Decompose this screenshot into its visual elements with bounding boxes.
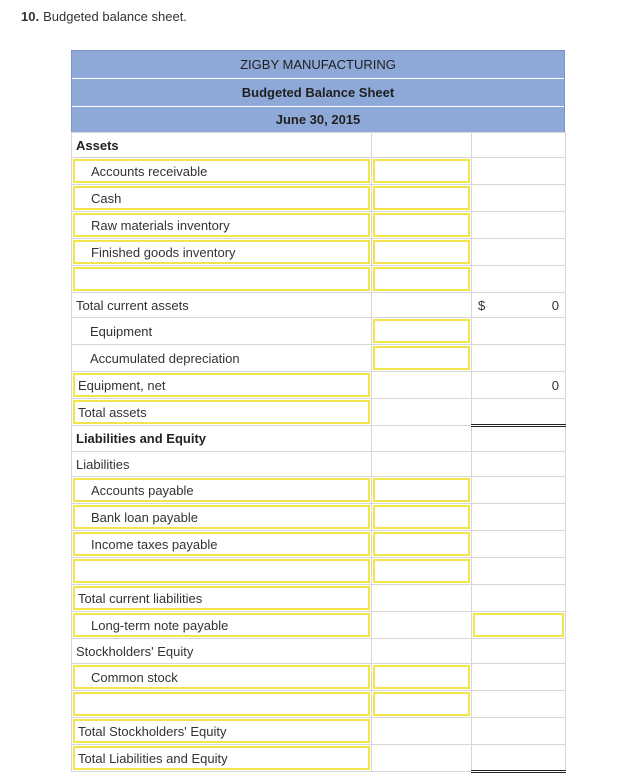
finished-goods-amount-field[interactable]	[373, 240, 470, 264]
dollar-sign: $	[478, 297, 486, 313]
question-text: Budgeted balance sheet.	[43, 9, 187, 24]
total-current-assets-value: $ 0	[472, 293, 566, 318]
table-row	[72, 345, 566, 372]
sheet-date: June 30, 2015	[275, 112, 361, 127]
raw-materials-amount-field[interactable]	[373, 213, 470, 237]
extra-equity-label-field[interactable]	[73, 692, 370, 716]
equipment-net-label-field[interactable]: Equipment, net	[73, 373, 370, 397]
finished-goods-label-field[interactable]: Finished goods inventory	[73, 240, 370, 264]
extra-liability-label-field[interactable]	[73, 559, 370, 583]
total-liabilities-equity-label-field[interactable]: Total Liabilities and Equity	[73, 746, 370, 770]
table-row	[72, 639, 566, 664]
accumulated-depreciation-amount-field[interactable]	[373, 346, 470, 370]
equipment-net-value: 0	[472, 372, 566, 399]
accumulated-depreciation-label: Accumulated depreciation	[72, 345, 372, 372]
table-row	[72, 133, 566, 158]
equipment-label: Equipment	[72, 318, 372, 345]
income-taxes-amount-field[interactable]	[373, 532, 470, 556]
question-title	[21, 9, 187, 24]
question-number: 10.	[21, 9, 40, 24]
sheet-title: Budgeted Balance Sheet	[72, 79, 564, 107]
table-row	[72, 585, 566, 612]
total-current-liabilities-label-field[interactable]: Total current liabilities	[73, 586, 370, 610]
table-row	[72, 664, 566, 691]
accounts-payable-label-field[interactable]: Accounts payable	[73, 478, 370, 502]
table-row	[72, 718, 566, 745]
total-current-assets-label: Total current assets	[72, 293, 372, 318]
bank-loan-amount-field[interactable]	[373, 505, 470, 529]
table-row	[72, 185, 566, 212]
accounts-receivable-amount-field[interactable]	[373, 159, 470, 183]
accounts-receivable-label-field[interactable]: Accounts receivable	[73, 159, 370, 183]
table-row	[72, 399, 566, 426]
table-row	[72, 504, 566, 531]
total-assets-label-field[interactable]: Total assets	[73, 400, 370, 424]
table-row	[72, 612, 566, 639]
accounts-payable-amount-field[interactable]	[373, 478, 470, 502]
balance-sheet-table	[71, 132, 566, 773]
table-row	[72, 531, 566, 558]
equipment-amount-field[interactable]	[373, 319, 470, 343]
extra-liability-amount-field[interactable]	[373, 559, 470, 583]
table-row	[72, 452, 566, 477]
table-row	[72, 293, 566, 318]
total-stockholders-equity-label-field[interactable]: Total Stockholders' Equity	[73, 719, 370, 743]
table-row	[72, 558, 566, 585]
table-row	[72, 426, 566, 452]
total-liabilities-equity-value	[472, 745, 566, 772]
common-stock-label-field[interactable]: Common stock	[73, 665, 370, 689]
table-row	[72, 158, 566, 185]
income-taxes-label-field[interactable]: Income taxes payable	[73, 532, 370, 556]
table-row	[72, 318, 566, 345]
company-name: ZIGBY MANUFACTURING	[72, 51, 564, 79]
table-row	[72, 239, 566, 266]
cash-label-field[interactable]: Cash	[73, 186, 370, 210]
table-row	[72, 372, 566, 399]
liabilities-equity-heading: Liabilities and Equity	[72, 426, 372, 452]
long-term-note-amount-field[interactable]	[473, 613, 564, 637]
extra-equity-amount-field[interactable]	[373, 692, 470, 716]
balance-sheet	[71, 50, 565, 773]
common-stock-amount-field[interactable]	[373, 665, 470, 689]
liabilities-heading: Liabilities	[72, 452, 372, 477]
cash-amount-field[interactable]	[373, 186, 470, 210]
table-row	[72, 745, 566, 772]
table-row	[72, 266, 566, 293]
table-row	[72, 212, 566, 239]
raw-materials-label-field[interactable]: Raw materials inventory	[73, 213, 370, 237]
long-term-note-label-field[interactable]: Long-term note payable	[73, 613, 370, 637]
table-row	[72, 477, 566, 504]
total-assets-value	[472, 399, 566, 426]
stockholders-equity-heading: Stockholders' Equity	[72, 639, 372, 664]
extra-asset-amount-field[interactable]	[373, 267, 470, 291]
table-row	[72, 691, 566, 718]
extra-asset-label-field[interactable]	[73, 267, 370, 291]
assets-heading: Assets	[72, 133, 372, 158]
bank-loan-label-field[interactable]: Bank loan payable	[73, 505, 370, 529]
sheet-header	[71, 50, 565, 132]
